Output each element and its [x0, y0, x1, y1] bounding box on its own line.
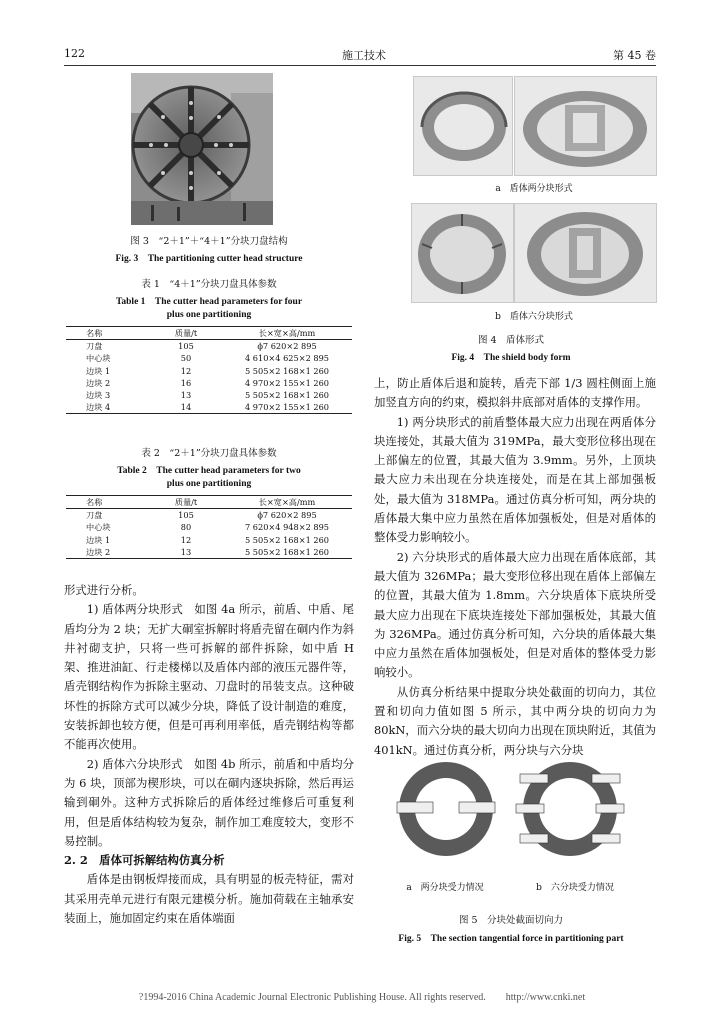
journal-name: 施工技术 — [342, 49, 386, 62]
table-cell: 50 — [180, 353, 192, 364]
table-cell: 4 970×2 155×1 260 — [244, 402, 330, 413]
table-cell: 4 970×2 155×1 260 — [244, 377, 330, 388]
table1-header: 长×宽×高/mm — [258, 328, 316, 338]
paragraph: 上，防止盾体后退和旋转，盾壳下部 1/3 圆柱侧面上施加竖直方向的约束，模拟斜井底部对盾体的支撑作用。 — [374, 376, 656, 410]
table-row — [66, 377, 352, 389]
volume-label: 第 45 卷 — [613, 49, 656, 62]
table-row — [66, 352, 352, 364]
section-heading: 2. 2 盾体可拆解结构仿真分析 — [64, 853, 225, 868]
fig5b-image — [514, 758, 626, 860]
table2-header: 长×宽×高/mm — [258, 497, 316, 507]
table-cell: 刀盘 — [86, 341, 103, 352]
table-cell: 5 505×2 168×1 260 — [244, 534, 330, 545]
paragraph: 1) 两分块形式的前盾整体最大应力出现在两盾体分块连接处，其最大值为 319MPa，最大变形位移出现在上部偏左的位置，其最大值为 3.9mm。另外，上顶块最大应力未出现在分块连接处，而是在其上部加强板处，最大值为 318MPa。通过仿真分析可知，两分块的盾体最大集中应力虽然在盾体加强板处，但是对盾体的整体受力影响较小。 — [374, 414, 656, 545]
table-row — [66, 534, 352, 546]
header-rule — [64, 65, 656, 66]
fig5-caption-en: Fig. 5 The section tangential force in partitioning part — [398, 934, 624, 944]
fig4a-left-image — [413, 76, 513, 176]
table1-caption-cn: 表 1 “4＋1”分块刀盘具体参数 — [141, 279, 277, 290]
table-cell: 边块 3 — [86, 390, 111, 401]
fig5a-image — [394, 758, 498, 860]
page-number: 122 — [64, 47, 85, 60]
table-row — [66, 401, 352, 414]
paragraph: 1) 盾体两分块形式 如图 4a 所示，前盾、中盾、尾盾均分为 2 块；无扩大硐室拆解时将盾壳留在硐内作为斜井衬砌支护，只将一些可拆解的部件拆除，如中盾 H 架、推进油缸、行走楼梯以及盾体内部的液压元器件等，盾壳钢结构作为拆除主驱动、刀盘时的吊装支点。这种破坏性的拆除方式可以减少分块，降低了设计制造的难度，安装拆卸也较方便，但是可再利用率低，盾壳钢结构等都不能再次使用。 — [64, 602, 354, 752]
table-cell: 13 — [180, 546, 192, 557]
fig3-caption-cn: 图 3 “2＋1”＋“4＋1”分块刀盘结构 — [130, 236, 288, 247]
fig4b-right-image — [514, 203, 657, 303]
table-row — [66, 389, 352, 401]
table1-caption-en: Table 1 The cutter head parameters for four — [115, 297, 303, 307]
table-row — [66, 509, 352, 522]
table-cell: 中心块 — [86, 522, 111, 533]
fig4-sub-a: a 盾体两分块形式 — [495, 184, 573, 194]
paragraph: 形式进行分析。 — [64, 583, 144, 597]
fig4a-right-image — [514, 76, 657, 176]
table2-header: 质量/t — [174, 497, 198, 507]
table2-caption-en-2: plus one partitioning — [166, 479, 252, 489]
left-column-text — [64, 581, 354, 928]
table-cell: 边块 4 — [86, 402, 111, 413]
table-cell: 5 505×2 168×1 260 — [244, 365, 330, 376]
paragraph: 2) 六分块形式的盾体最大应力出现在盾体底部，其最大值为 326MPa；最大变形位移出现在盾体上部偏左的位置，其最大值为 1.8mm。六分块盾体下底块所受最大应力出现在下底块连接处下部加强板处，其最大值为 326MPa。通过仿真分析可知，六分块的盾体最大集中应力虽然在盾体加强板处，但是对盾体的整体受力影响较小。 — [374, 549, 656, 680]
fig4-caption-en: Fig. 4 The shield body form — [451, 353, 571, 363]
table1-header: 名称 — [86, 328, 103, 338]
table-row — [66, 340, 352, 353]
table1-caption-en-2: plus one partitioning — [166, 310, 252, 320]
table-cell: 边块 2 — [86, 377, 111, 388]
table-cell: 12 — [180, 534, 192, 545]
table-cell: 中心块 — [86, 353, 111, 364]
table-cell: ϕ7 620×2 895 — [257, 341, 317, 352]
table-cell: 105 — [178, 341, 194, 352]
table2-header: 名称 — [86, 497, 103, 507]
fig3-photo — [131, 73, 273, 225]
table2-caption-en: Table 2 The cutter head parameters for two — [117, 466, 301, 476]
table-cell: ϕ7 620×2 895 — [257, 510, 317, 521]
fig5-sub-b: b 六分块受力情况 — [536, 883, 614, 893]
table-cell: 12 — [180, 365, 192, 376]
right-column-text — [374, 374, 656, 760]
table-cell: 边块 1 — [86, 534, 111, 545]
table-cell: 80 — [180, 522, 192, 533]
table-row — [66, 365, 352, 377]
paragraph: 2) 盾体六分块形式 如图 4b 所示，前盾和中盾均分为 6 块，顶部为楔形块，可以在硐内逐块拆除，然后再运输到硐外。这种方式拆除后的盾体经过维修后可重复利用，但是盾体结构较为复杂，制作加工难度较大，变形不易控制。 — [64, 756, 354, 848]
table-cell: 刀盘 — [86, 510, 103, 521]
table-cell: 16 — [180, 377, 192, 388]
fig5-sub-a: a 两分块受力情况 — [406, 883, 484, 893]
table-cell: 14 — [180, 402, 192, 413]
table-cell: 5 505×2 168×1 260 — [244, 546, 330, 557]
table-row — [66, 521, 352, 533]
paragraph: 从仿真分析结果中提取分块处截面的切向力，其位置和切向力值如图 5 所示，其中两分块的切向力为 80kN，而六分块的最大切向力出现在顶块附近，其值为 401kN。通过仿真分析，两分块与六分块 — [374, 684, 656, 757]
fig4-sub-b: b 盾体六分块形式 — [495, 312, 573, 322]
fig4b-left-image — [411, 203, 514, 303]
table-cell: 5 505×2 168×1 260 — [244, 390, 330, 401]
table-cell: 边块 1 — [86, 365, 111, 376]
table-cell: 13 — [180, 390, 192, 401]
table1-header: 质量/t — [174, 328, 198, 338]
table2 — [66, 495, 352, 559]
fig3-caption-en: Fig. 3 The partitioning cutter head structure — [115, 254, 303, 264]
fig5-caption-cn: 图 5 分块处截面切向力 — [458, 915, 564, 926]
paragraph: 盾体是由钢板焊接而成，具有明显的板壳特征，需对其采用壳单元进行有限元建模分析。施加荷载在主轴承安装面上，施加固定约束在盾体端面 — [64, 872, 354, 926]
table2-caption-cn: 表 2 “2＋1”分块刀盘具体参数 — [141, 448, 277, 459]
table-cell: 105 — [178, 510, 194, 521]
copyright-footer: ?1994-2016 China Academic Journal Electronic Publishing House. All rights reserved. http://www.cnki.net — [138, 992, 586, 1003]
table-row — [66, 546, 352, 559]
table-cell: 7 620×4 948×2 895 — [244, 522, 330, 533]
fig4-caption-cn: 图 4 盾体形式 — [477, 335, 545, 346]
table1 — [66, 326, 352, 414]
table-cell: 边块 2 — [86, 546, 111, 557]
table-cell: 4 610×4 625×2 895 — [244, 353, 330, 364]
